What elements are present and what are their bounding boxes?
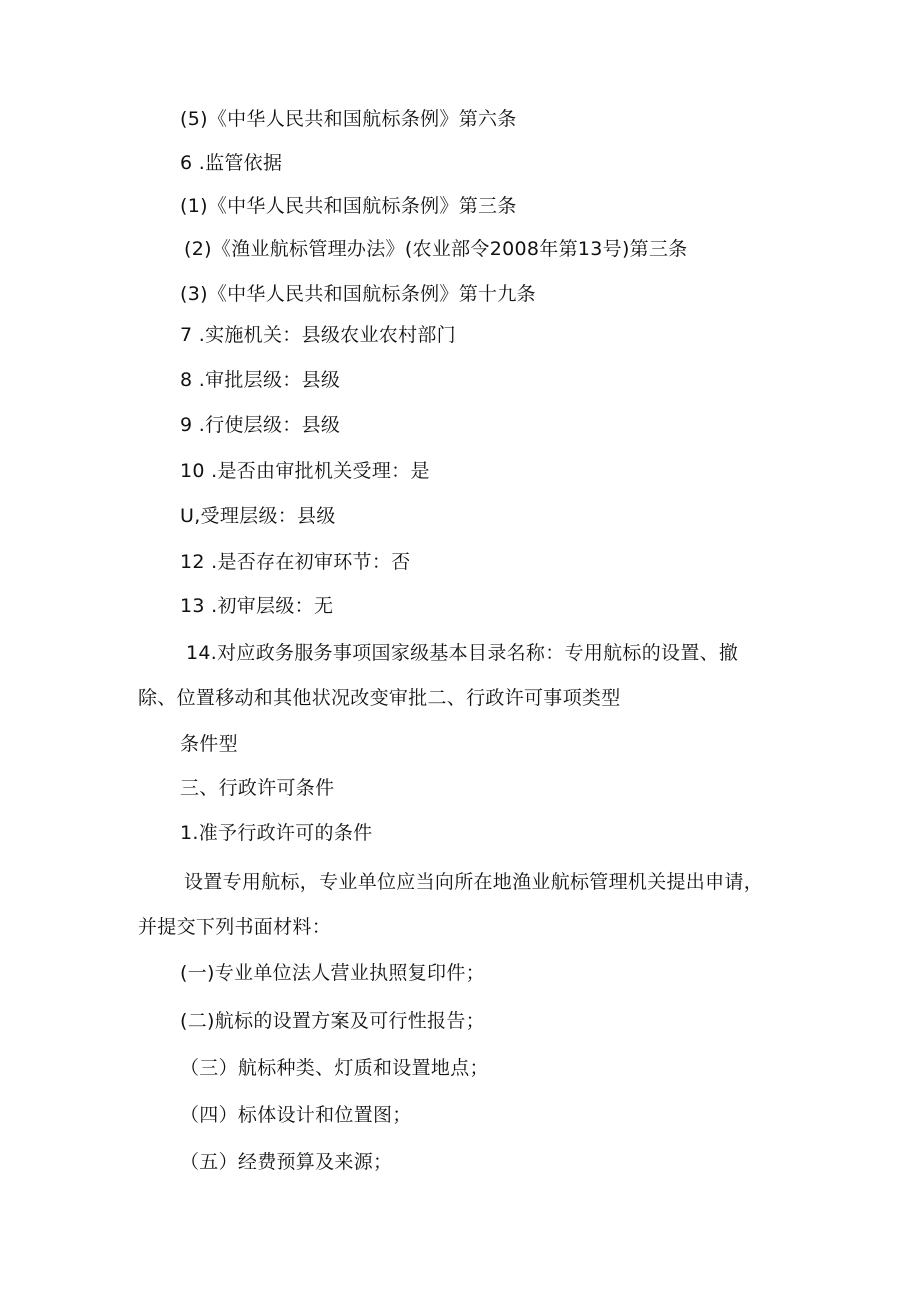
list-item: (一)专业单位法人营业执照复印件； <box>180 962 485 984</box>
paragraph-line: 并提交下列书面材料： <box>138 916 332 938</box>
text-line: 9 .行使层级：县级 <box>180 414 341 436</box>
text-line: 除、位置移动和其他状况改变审批二、行政许可事项类型 <box>138 687 621 709</box>
text-line: (2)《渔业航标管理办法》(农业部令2008年第13号)第三条 <box>184 238 688 260</box>
list-item: （五）经费预算及来源； <box>180 1151 393 1173</box>
text-line: (5)《中华人民共和国航标条例》第六条 <box>180 108 517 130</box>
text-line: (3)《中华人民共和国航标条例》第十九条 <box>180 283 536 305</box>
list-item: (二)航标的设置方案及可行性报告； <box>180 1010 485 1032</box>
text-line: 10 .是否由审批机关受理：是 <box>180 460 430 482</box>
text-line: 14.对应政务服务事项国家级基本目录名称：专用航标的设置、撤 <box>186 642 739 664</box>
paragraph-line: 设置专用航标，专业单位应当向所在地渔业航标管理机关提出申请， <box>184 871 764 893</box>
subsection-heading: 1.准予行政许可的条件 <box>180 822 373 844</box>
text-line: (1)《中华人民共和国航标条例》第三条 <box>180 195 517 217</box>
text-line: 7 .实施机关：县级农业农村部门 <box>180 324 456 346</box>
text-line: 8 .审批层级：县级 <box>180 369 341 391</box>
text-line: 12 .是否存在初审环节：否 <box>180 551 411 573</box>
list-item: （四）标体设计和位置图； <box>180 1104 412 1126</box>
text-line: 13 .初审层级：无 <box>180 595 334 617</box>
text-line: 条件型 <box>180 733 238 755</box>
section-heading: 三、行政许可条件 <box>180 777 335 799</box>
text-line: U,受理层级：县级 <box>180 505 336 527</box>
list-item: （三）航标种类、灯质和设置地点； <box>180 1057 489 1079</box>
section-heading: 6 .监管依据 <box>180 152 283 174</box>
